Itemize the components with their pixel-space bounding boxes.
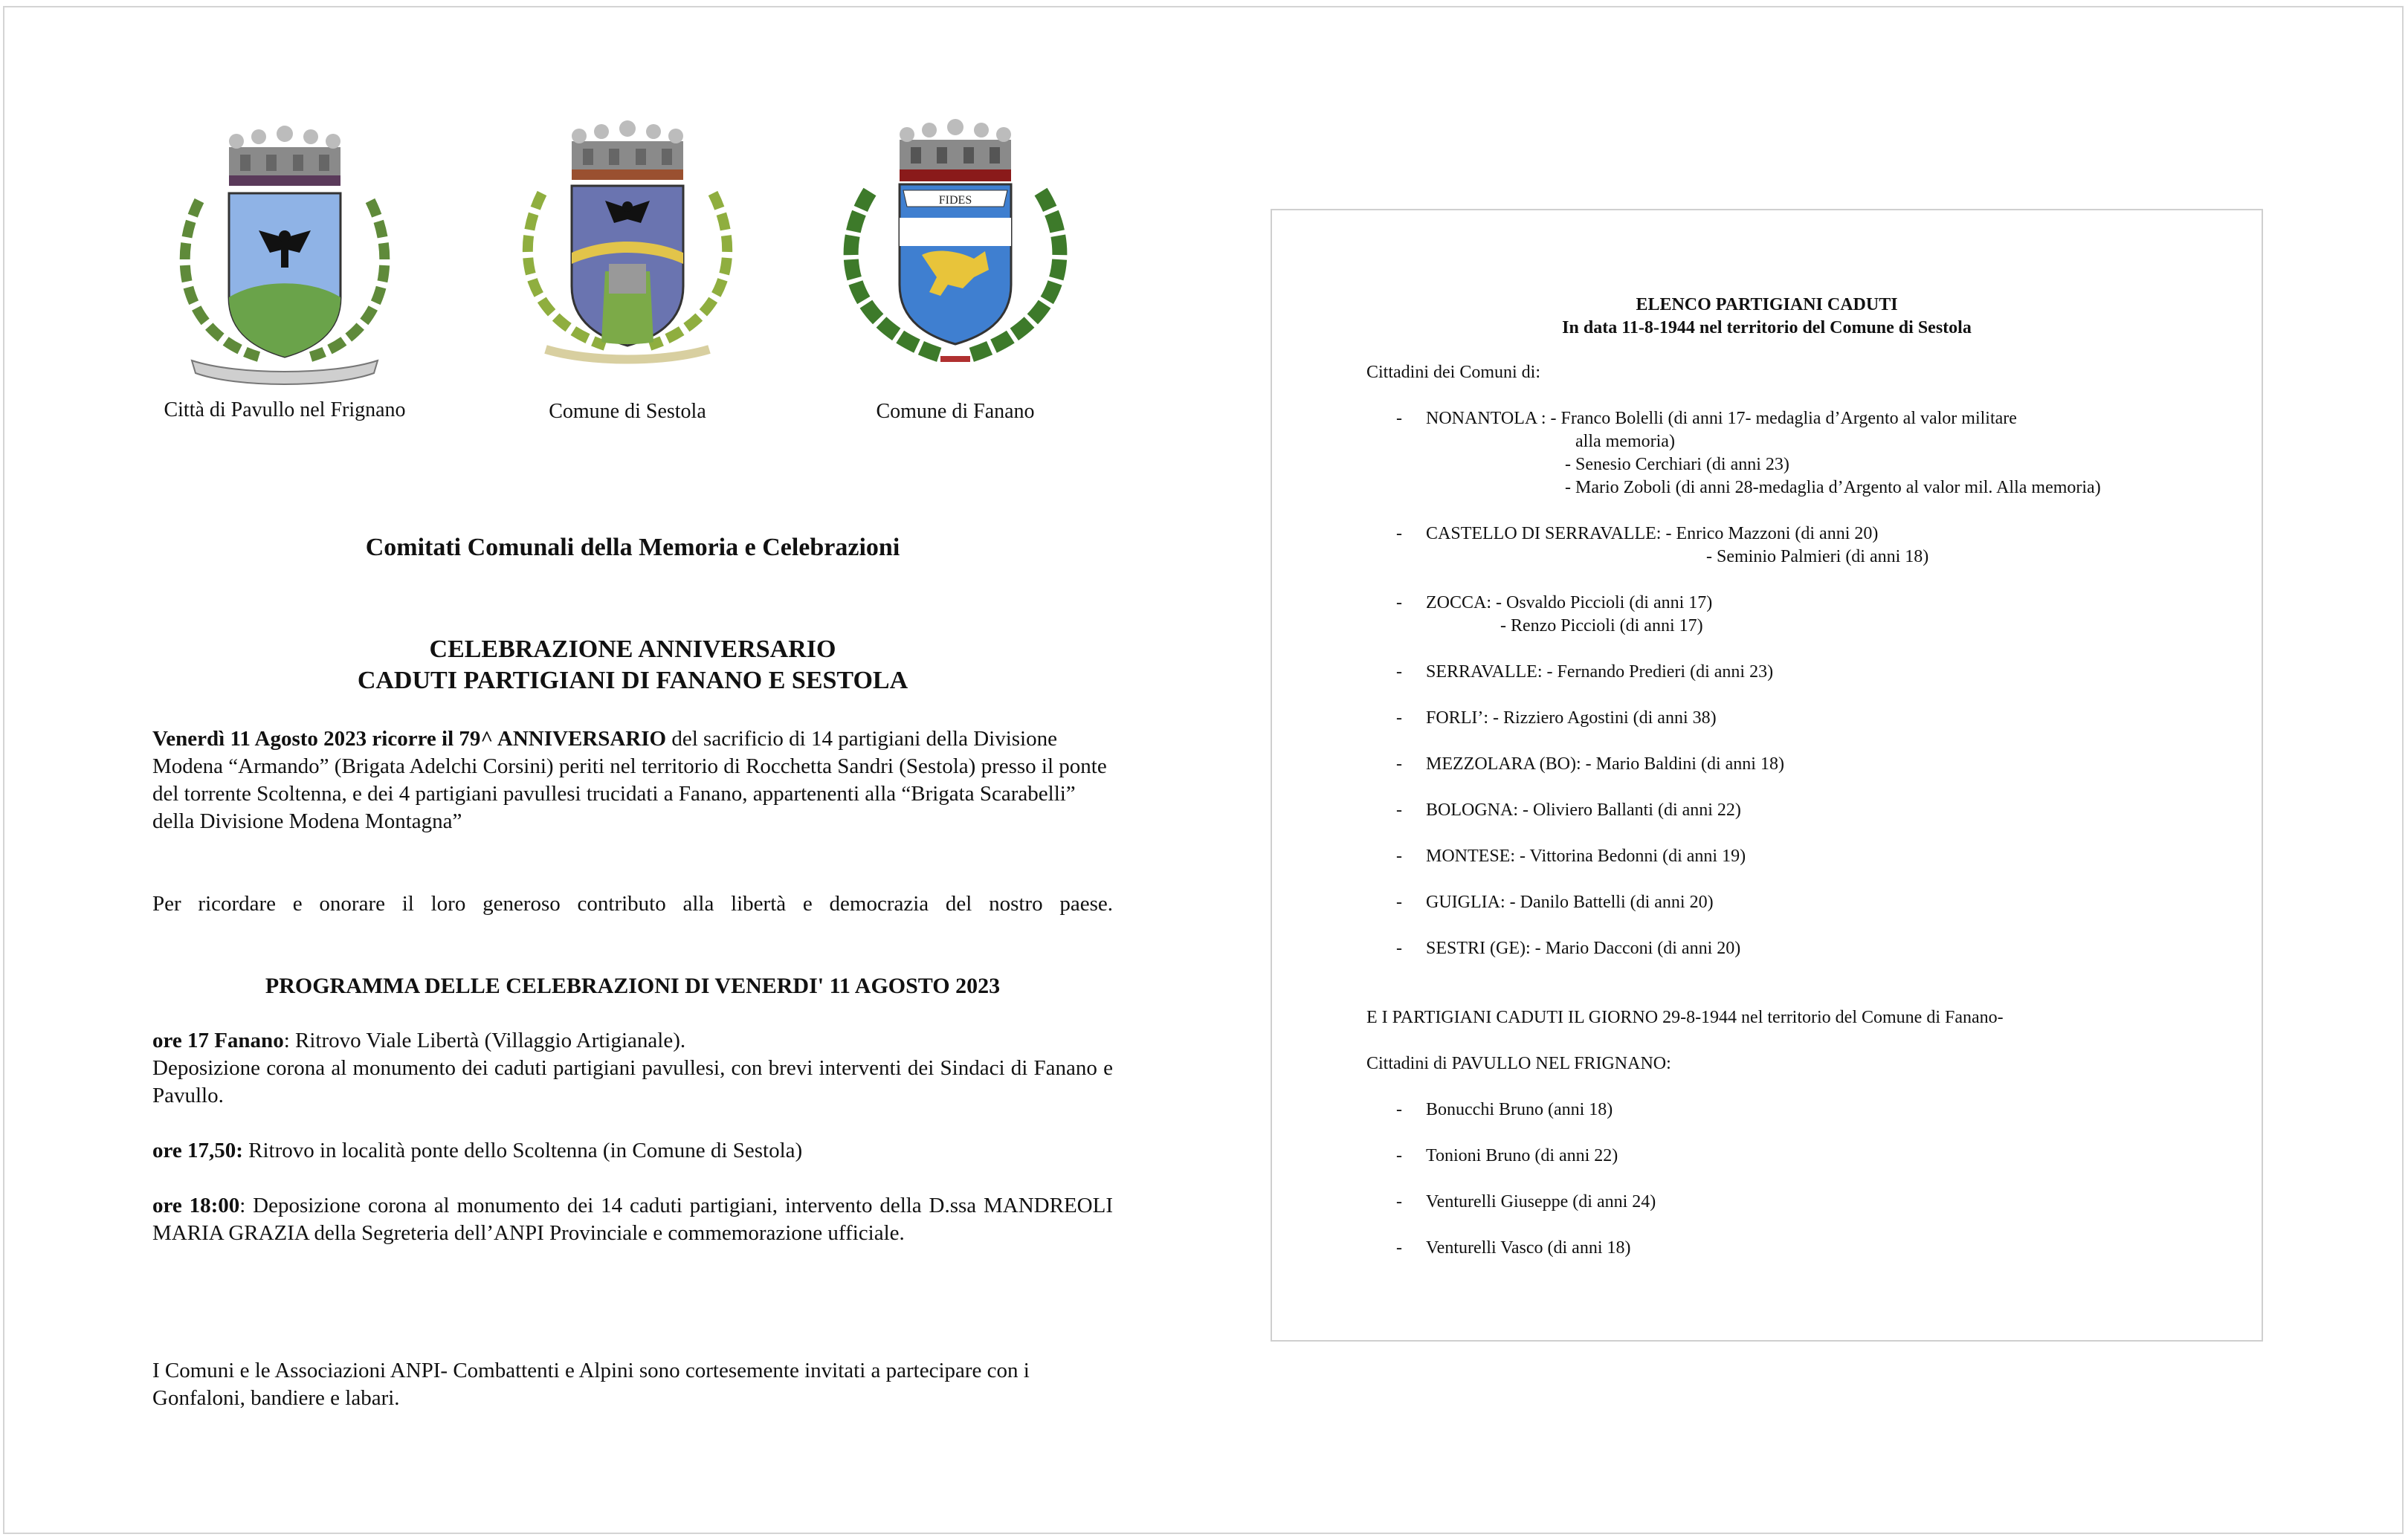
pavullo-caption: Città di Pavullo nel Frignano — [164, 398, 406, 421]
list-item-nonantola: - NONANTOLA : - Franco Bolelli (di anni 17- medaglia d’Argento al valor militare — [1396, 409, 2017, 428]
fallen-partisans-list — [1271, 209, 2263, 1342]
fanano-motto: FIDES — [938, 194, 972, 207]
fanano-caption: Comune di Fanano — [876, 400, 1035, 423]
invitation-text: I Comuni e le Associazioni ANPI- Combattenti e Alpini sono cortesemente invitati a partecipare con i Gonfaloni, bandiere e labari. — [152, 1359, 1030, 1410]
list-item-bologna: - BOLOGNA: - Oliviero Ballanti (di anni 22) — [1396, 800, 1741, 820]
list-subtitle: In data 11-8-1944 nel territorio del Comune di Sestola — [1562, 318, 1972, 337]
celebration-title — [152, 634, 1113, 696]
committee-title: Comitati Comunali della Memoria e Celebrazioni — [365, 534, 900, 561]
intro-paragraph — [152, 725, 1113, 835]
list-item-castello-2: - Seminio Palmieri (di anni 18) — [1706, 547, 1929, 566]
list-item-mezzolara: - MEZZOLARA (BO): - Mario Baldini (di anni 18) — [1396, 754, 1784, 774]
remember-text: Per ricordare e onorare il loro generoso contributo alla libertà e democrazia del nostro paese. — [152, 892, 1113, 916]
program-time-1: ore 17 Fanano — [152, 1029, 284, 1052]
program-title: PROGRAMMA DELLE CELEBRAZIONI DI VENERDI' 11 AGOSTO 2023 — [265, 974, 1001, 998]
list-item-sestri: - SESTRI (GE): - Mario Dacconi (di anni 20) — [1396, 939, 1741, 958]
invitation-paragraph — [152, 1357, 1113, 1412]
program-text-2: Ritrovo in località ponte dello Scoltenna (in Comune di Sestola) — [242, 1139, 803, 1162]
list-item-bonucchi: - Bonucchi Bruno (anni 18) — [1396, 1100, 1613, 1119]
program-item-3 — [152, 1192, 1113, 1247]
list-item-nonantola-4: - Mario Zoboli (di anni 28-medaglia d’Argento al valor mil. Alla memoria) — [1565, 478, 2101, 497]
list-item-castello: - CASTELLO DI SERRAVALLE: - Enrico Mazzoni (di anni 20) — [1396, 524, 1879, 543]
list-item-zocca: - ZOCCA: - Osvaldo Piccioli (di anni 17) — [1396, 593, 1713, 612]
intro-rest: del sacrificio di 14 partigiani della Divisione Modena “Armando” (Brigata Adelchi Corsini) periti nel territorio di Rocchetta Sandri (Sestola) presso il ponte del torrente Scoltenna, e dei 4 partigiani pavullesi trucidati a Fanano, appartenenti alla “Brigata Scarabelli” della Divisione Modena Montagna” — [152, 727, 1107, 833]
list-item-forli: - FORLI’: - Rizziero Agostini (di anni 38) — [1396, 708, 1717, 728]
program-item-1 — [152, 1027, 1113, 1110]
list-item-montese: - MONTESE: - Vittorina Bedonni (di anni 19) — [1396, 847, 1746, 866]
list-citizens-label: Cittadini dei Comuni di: — [1366, 363, 1540, 382]
sestola-coat-of-arms-icon — [501, 111, 754, 372]
list-item-nonantola-3: - Senesio Cerchiari (di anni 23) — [1565, 455, 1789, 474]
list-item-nonantola-2: alla memoria) — [1575, 432, 1675, 451]
program-time-3: ore 18:00 — [152, 1194, 240, 1217]
list-item-guiglia: - GUIGLIA: - Danilo Battelli (di anni 20) — [1396, 893, 1714, 912]
list-item-zocca-2: - Renzo Piccioli (di anni 17) — [1500, 616, 1703, 635]
program-text-3: : Deposizione corona al monumento dei 14 caduti partigiani, intervento della D.ssa MANDREOLI MARIA GRAZIA della Segreteria dell’ANPI Provinciale e commemorazione ufficiale. — [152, 1194, 1113, 1245]
program-time-2: ore 17,50: — [152, 1139, 243, 1162]
celebration-title-line-1: CELEBRAZIONE ANNIVERSARIO — [429, 635, 836, 663]
program-extra-1: Deposizione corona al monumento dei caduti partigiani pavullesi, con brevi interventi dei Sindaci di Fanano e Pavullo. — [152, 1056, 1113, 1107]
sestola-caption: Comune di Sestola — [549, 400, 706, 423]
list-title: ELENCO PARTIGIANI CADUTI — [1636, 295, 1898, 314]
fanano-coat-of-arms-icon — [829, 110, 1082, 374]
remember-paragraph — [152, 890, 1113, 918]
list-item-venturelli-giuseppe: - Venturelli Giuseppe (di anni 24) — [1396, 1192, 1656, 1211]
list-item-serravalle: - SERRAVALLE: - Fernando Predieri (di anni 23) — [1396, 662, 1774, 682]
list-pavullo-label: Cittadini di PAVULLO NEL FRIGNANO: — [1366, 1054, 1671, 1073]
list-fanano-heading: E I PARTIGIANI CADUTI IL GIORNO 29-8-1944 nel territorio del Comune di Fanano- — [1366, 1008, 2004, 1027]
list-item-tonioni: - Tonioni Bruno (di anni 22) — [1396, 1146, 1618, 1165]
program-text-1: : Ritrovo Viale Libertà (Villaggio Artigianale). — [283, 1029, 686, 1052]
celebration-title-line-2: CADUTI PARTIGIANI DI FANANO E SESTOLA — [357, 667, 908, 694]
program-item-2 — [152, 1137, 1113, 1165]
list-item-venturelli-vasco: - Venturelli Vasco (di anni 18) — [1396, 1238, 1631, 1258]
pavullo-coat-of-arms-icon — [147, 111, 422, 386]
intro-bold: Venerdì 11 Agosto 2023 ricorre il 79^ ANNIVERSARIO — [152, 727, 667, 751]
